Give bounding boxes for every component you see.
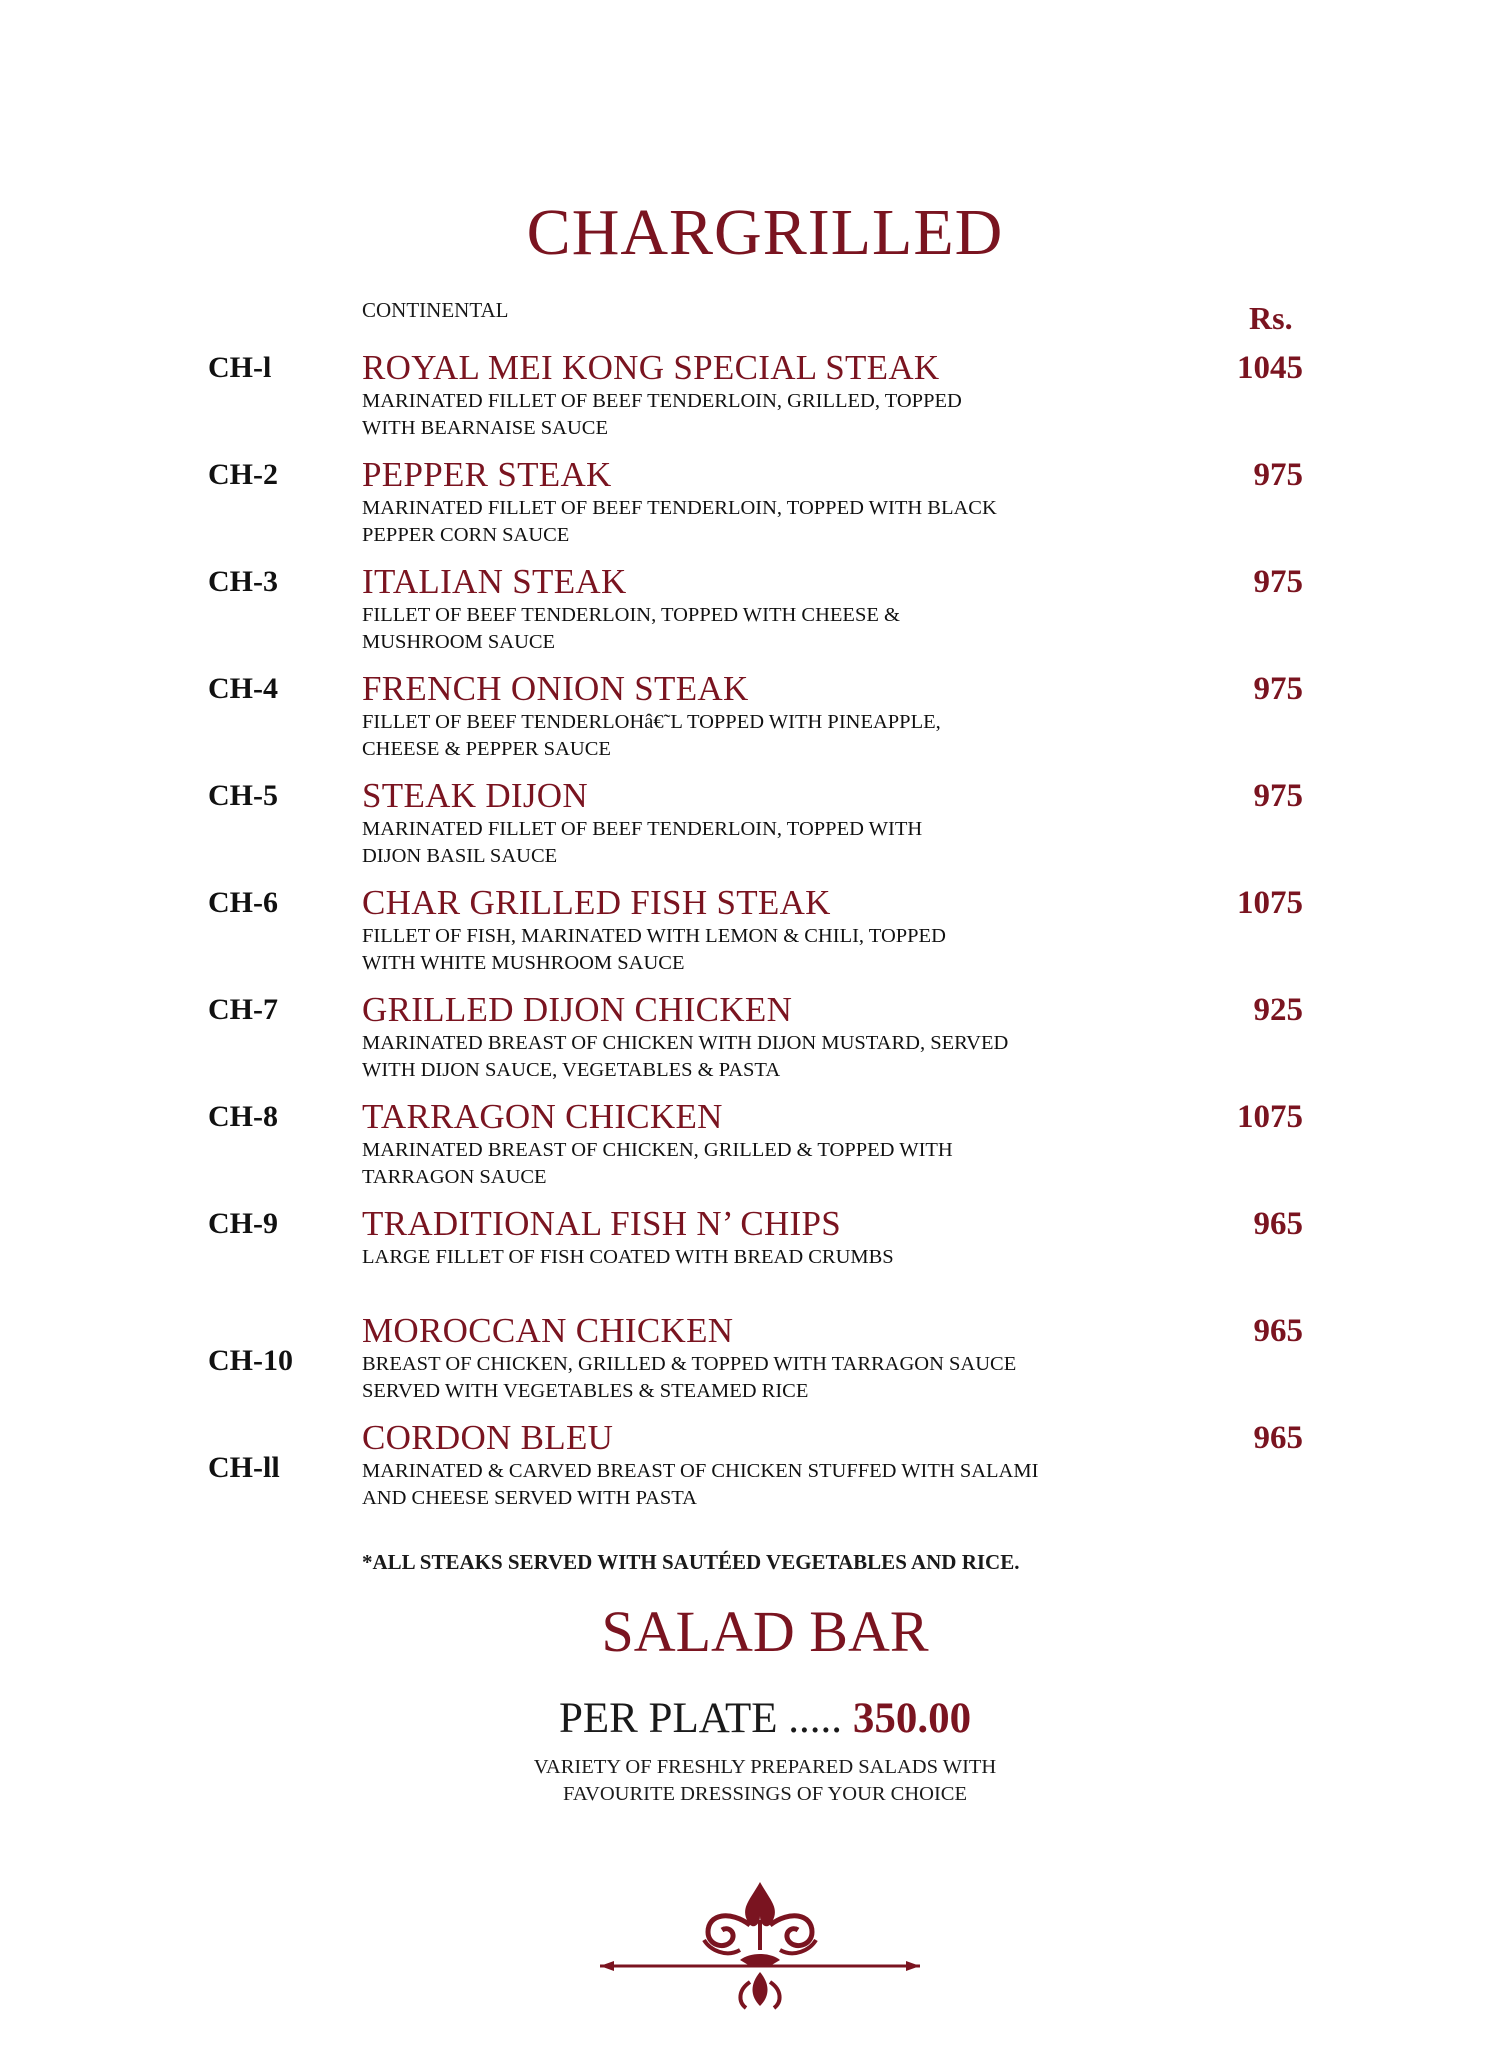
per-plate-price: 350.00 (852, 1695, 972, 1742)
item-name: GRILLED DIJON CHICKEN (362, 990, 793, 1029)
item-name: CORDON BLEU (362, 1418, 614, 1457)
item-price: 975 (1253, 457, 1303, 493)
item-price: 965 (1253, 1313, 1303, 1349)
salad-bar-title: SALAD BAR (601, 1599, 929, 1664)
menu-item (0, 1099, 1489, 1199)
item-code: CH-ll (208, 1451, 280, 1484)
item-name: TARRAGON CHICKEN (362, 1097, 723, 1136)
item-description: MARINATED & CARVED BREAST OF CHICKEN STUFFED WITH SALAMI AND CHEESE SERVED WITH PASTA (362, 1460, 1039, 1509)
item-description: FILLET OF BEEF TENDERLOHâ€˜L TOPPED WITH PINEAPPLE, CHEESE & PEPPER SAUCE (362, 711, 941, 760)
per-plate-label: PER PLATE ..... (558, 1695, 843, 1742)
item-code: CH-4 (208, 672, 278, 705)
item-price: 1045 (1237, 350, 1303, 386)
item-description: MARINATED FILLET OF BEEF TENDERLOIN, GRILLED, TOPPED WITH BEARNAISE SAUCE (362, 390, 962, 439)
currency-label: Rs. (1249, 300, 1293, 336)
menu-item (0, 885, 1489, 985)
item-code: CH-5 (208, 779, 278, 812)
item-name: CHAR GRILLED FISH STEAK (362, 883, 831, 922)
item-code: CH-9 (208, 1207, 278, 1240)
item-code: CH-7 (208, 993, 278, 1026)
menu-item (0, 564, 1489, 664)
salad-bar-description: VARIETY OF FRESHLY PREPARED SALADS WITH FAVOURITE DRESSINGS OF YOUR CHOICE (533, 1756, 997, 1805)
menu-item (0, 1206, 1489, 1306)
salad-bar-price-line (0, 1697, 1489, 1740)
subheading-continental: CONTINENTAL (362, 298, 509, 322)
flourish-ornament-icon (600, 1880, 920, 2030)
item-price: 965 (1253, 1420, 1303, 1456)
item-description: MARINATED BREAST OF CHICKEN, GRILLED & TOPPED WITH TARRAGON SAUCE (362, 1139, 953, 1188)
menu-item (0, 1313, 1489, 1413)
item-name: FRENCH ONION STEAK (362, 669, 749, 708)
item-description: MARINATED BREAST OF CHICKEN WITH DIJON MUSTARD, SERVED WITH DIJON SAUCE, VEGETABLES & PASTA (362, 1032, 1009, 1081)
item-description: MARINATED FILLET OF BEEF TENDERLOIN, TOPPED WITH DIJON BASIL SAUCE (362, 818, 923, 867)
item-description: LARGE FILLET OF FISH COATED WITH BREAD CRUMBS (362, 1246, 894, 1268)
item-description: MARINATED FILLET OF BEEF TENDERLOIN, TOPPED WITH BLACK PEPPER CORN SAUCE (362, 497, 997, 546)
item-description: FILLET OF BEEF TENDERLOIN, TOPPED WITH CHEESE & MUSHROOM SAUCE (362, 604, 900, 653)
item-price: 1075 (1237, 885, 1303, 921)
item-code: CH-8 (208, 1100, 278, 1133)
item-name: MOROCCAN CHICKEN (362, 1311, 734, 1350)
item-description: BREAST OF CHICKEN, GRILLED & TOPPED WITH TARRAGON SAUCE SERVED WITH VEGETABLES & STEAMED RICE (362, 1353, 1017, 1402)
item-name: ITALIAN STEAK (362, 562, 627, 601)
item-price: 975 (1253, 564, 1303, 600)
item-name: ROYAL MEI KONG SPECIAL STEAK (362, 348, 940, 387)
menu-item (0, 992, 1489, 1092)
item-name: TRADITIONAL FISH N’ CHIPS (362, 1204, 842, 1243)
item-name: STEAK DIJON (362, 776, 588, 815)
item-code: CH-6 (208, 886, 278, 919)
item-name: PEPPER STEAK (362, 455, 612, 494)
item-price: 975 (1253, 671, 1303, 707)
item-price: 1075 (1237, 1099, 1303, 1135)
item-code: CH-2 (208, 458, 278, 491)
item-price: 975 (1253, 778, 1303, 814)
item-code: CH-3 (208, 565, 278, 598)
section-title: CHARGRILLED (526, 196, 1004, 269)
footnote: *ALL STEAKS SERVED WITH SAUTÉED VEGETABLES AND RICE. (362, 1550, 1020, 1574)
menu-item (0, 350, 1489, 450)
item-price: 925 (1253, 992, 1303, 1028)
menu-item (0, 1420, 1489, 1520)
item-code: CH-l (208, 351, 272, 384)
menu-item (0, 457, 1489, 557)
menu-item (0, 671, 1489, 771)
item-price: 965 (1253, 1206, 1303, 1242)
item-code: CH-10 (208, 1344, 293, 1377)
item-description: FILLET OF FISH, MARINATED WITH LEMON & CHILI, TOPPED WITH WHITE MUSHROOM SAUCE (362, 925, 946, 974)
menu-item (0, 778, 1489, 878)
